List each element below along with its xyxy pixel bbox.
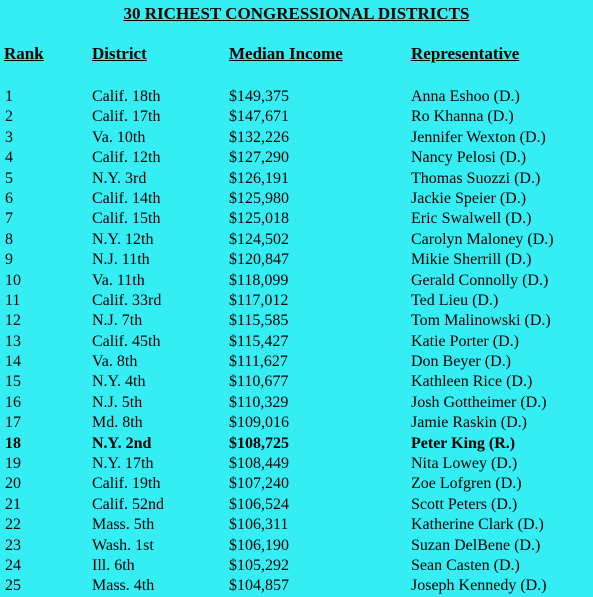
representative-cell: Ted Lieu (D.) bbox=[411, 291, 499, 309]
districts-table bbox=[0, 87, 593, 597]
income-cell: $117,012 bbox=[229, 291, 289, 309]
income-cell: $108,449 bbox=[229, 455, 289, 473]
district-cell: N.Y. 17th bbox=[92, 455, 154, 473]
district-cell: Calif. 19th bbox=[92, 475, 161, 493]
district-cell: Va. 8th bbox=[92, 353, 138, 371]
income-cell: $149,375 bbox=[229, 88, 289, 105]
income-cell: $118,099 bbox=[229, 271, 289, 289]
district-cell: Md. 8th bbox=[92, 414, 143, 432]
income-cell: $127,290 bbox=[229, 149, 289, 167]
representative-cell: Don Beyer (D.) bbox=[411, 353, 511, 371]
district-cell: Va. 10th bbox=[92, 128, 146, 146]
district-cell: N.J. 11th bbox=[92, 251, 150, 269]
rank-cell: 11 bbox=[5, 291, 21, 309]
rank-cell: 19 bbox=[5, 455, 21, 473]
rank-cell: 24 bbox=[5, 556, 21, 574]
income-cell: $106,190 bbox=[229, 536, 289, 554]
table-row bbox=[0, 393, 593, 413]
rank-cell: 22 bbox=[5, 516, 21, 534]
district-cell: N.J. 5th bbox=[92, 393, 143, 411]
income-cell: $147,671 bbox=[229, 108, 289, 126]
header-representative: Representative bbox=[411, 44, 520, 63]
representative-cell: Eric Swalwell (D.) bbox=[411, 210, 532, 228]
representative-cell: Jamie Raskin (D.) bbox=[411, 414, 527, 432]
header-rank: Rank bbox=[4, 44, 44, 63]
district-cell: N.Y. 3rd bbox=[92, 169, 147, 187]
rank-cell: 6 bbox=[5, 189, 13, 207]
rank-cell: 10 bbox=[5, 271, 21, 289]
representative-cell: Jackie Speier (D.) bbox=[411, 189, 527, 207]
table-row bbox=[0, 536, 593, 556]
rank-cell: 17 bbox=[5, 414, 21, 432]
district-cell: Calif. 15th bbox=[92, 210, 161, 228]
representative-cell: Nita Lowey (D.) bbox=[411, 455, 518, 473]
table-row bbox=[0, 230, 593, 250]
table-row bbox=[0, 311, 593, 331]
table-row bbox=[0, 169, 593, 189]
table-row bbox=[0, 271, 593, 291]
table-row bbox=[0, 209, 593, 229]
rank-cell: 5 bbox=[5, 169, 13, 187]
rank-cell: 23 bbox=[5, 536, 21, 554]
representative-cell: Sean Casten (D.) bbox=[411, 556, 520, 574]
representative-cell: Zoe Lofgren (D.) bbox=[411, 475, 522, 493]
table-row bbox=[0, 352, 593, 372]
rank-cell: 16 bbox=[5, 393, 21, 411]
table-row bbox=[0, 87, 593, 107]
income-cell: $104,857 bbox=[229, 577, 289, 595]
representative-cell: Gerald Connolly (D.) bbox=[411, 271, 549, 289]
table-row bbox=[0, 556, 593, 576]
table-row bbox=[0, 148, 593, 168]
income-cell: $126,191 bbox=[229, 169, 289, 187]
table-row bbox=[0, 107, 593, 127]
representative-cell: Scott Peters (D.) bbox=[411, 495, 518, 513]
income-cell: $105,292 bbox=[229, 556, 289, 574]
representative-cell: Katie Porter (D.) bbox=[411, 332, 519, 350]
income-cell: $108,725 bbox=[229, 434, 289, 452]
representative-cell: Thomas Suozzi (D.) bbox=[411, 169, 541, 187]
rank-cell: 7 bbox=[5, 210, 13, 228]
table-row bbox=[0, 515, 593, 535]
income-cell: $115,427 bbox=[229, 332, 289, 350]
rank-cell: 14 bbox=[5, 353, 21, 371]
income-cell: $109,016 bbox=[229, 414, 289, 432]
representative-cell: Mikie Sherrill (D.) bbox=[411, 251, 532, 269]
income-cell: $115,585 bbox=[229, 312, 289, 330]
rank-cell: 1 bbox=[5, 88, 13, 105]
table-row bbox=[0, 434, 593, 454]
income-cell: $120,847 bbox=[229, 251, 289, 269]
rank-cell: 4 bbox=[5, 149, 13, 167]
rank-cell: 3 bbox=[5, 128, 13, 146]
table-row bbox=[0, 454, 593, 474]
district-cell: N.Y. 12th bbox=[92, 230, 154, 248]
representative-cell: Nancy Pelosi (D.) bbox=[411, 149, 527, 167]
rank-cell: 21 bbox=[5, 495, 21, 513]
representative-cell: Anna Eshoo (D.) bbox=[411, 88, 520, 105]
rank-cell: 9 bbox=[5, 251, 13, 269]
income-cell: $110,329 bbox=[229, 393, 289, 411]
rank-cell: 13 bbox=[5, 332, 21, 350]
table-row bbox=[0, 576, 593, 596]
district-cell: Ill. 6th bbox=[92, 556, 135, 574]
district-cell: Mass. 4th bbox=[92, 577, 155, 595]
representative-cell: Jennifer Wexton (D.) bbox=[411, 128, 546, 146]
page-title: 30 RICHEST CONGRESSIONAL DISTRICTS bbox=[123, 4, 470, 23]
rank-cell: 18 bbox=[5, 434, 21, 452]
district-cell: Calif. 45th bbox=[92, 332, 161, 350]
table-row bbox=[0, 128, 593, 148]
district-cell: N.J. 7th bbox=[92, 312, 143, 330]
district-cell: Calif. 18th bbox=[92, 88, 161, 105]
income-cell: $125,018 bbox=[229, 210, 289, 228]
table-row bbox=[0, 413, 593, 433]
income-cell: $132,226 bbox=[229, 128, 289, 146]
income-cell: $106,311 bbox=[229, 516, 289, 534]
district-cell: Mass. 5th bbox=[92, 516, 155, 534]
table-row bbox=[0, 474, 593, 494]
income-cell: $106,524 bbox=[229, 495, 289, 513]
rank-cell: 2 bbox=[5, 108, 13, 126]
table-row bbox=[0, 189, 593, 209]
representative-cell: Josh Gottheimer (D.) bbox=[411, 393, 547, 411]
income-cell: $107,240 bbox=[229, 475, 289, 493]
representative-cell: Katherine Clark (D.) bbox=[411, 516, 544, 534]
income-cell: $111,627 bbox=[229, 353, 288, 371]
header-district: District bbox=[92, 44, 147, 63]
district-cell: Calif. 33rd bbox=[92, 291, 162, 309]
rank-cell: 12 bbox=[5, 312, 21, 330]
table-row bbox=[0, 291, 593, 311]
district-cell: Calif. 14th bbox=[92, 189, 161, 207]
representative-cell: Kathleen Rice (D.) bbox=[411, 373, 533, 391]
representative-cell: Carolyn Maloney (D.) bbox=[411, 230, 554, 248]
header-median-income: Median Income bbox=[229, 44, 343, 63]
district-cell: Wash. 1st bbox=[92, 536, 154, 554]
income-cell: $124,502 bbox=[229, 230, 289, 248]
table-row bbox=[0, 495, 593, 515]
district-cell: Calif. 12th bbox=[92, 149, 161, 167]
table-row bbox=[0, 250, 593, 270]
district-cell: Va. 11th bbox=[92, 271, 145, 289]
representative-cell: Ro Khanna (D.) bbox=[411, 108, 514, 126]
income-cell: $125,980 bbox=[229, 189, 289, 207]
table-row bbox=[0, 332, 593, 352]
representative-cell: Joseph Kennedy (D.) bbox=[411, 577, 547, 595]
rank-cell: 8 bbox=[5, 230, 13, 248]
representative-cell: Tom Malinowski (D.) bbox=[411, 312, 551, 330]
representative-cell: Peter King (R.) bbox=[411, 434, 516, 452]
district-cell: Calif. 17th bbox=[92, 108, 161, 126]
rank-cell: 20 bbox=[5, 475, 21, 493]
rank-cell: 15 bbox=[5, 373, 21, 391]
district-cell: N.Y. 4th bbox=[92, 373, 146, 391]
district-cell: N.Y. 2nd bbox=[92, 434, 152, 452]
district-cell: Calif. 52nd bbox=[92, 495, 164, 513]
table-row bbox=[0, 372, 593, 392]
rank-cell: 25 bbox=[5, 577, 21, 595]
representative-cell: Suzan DelBene (D.) bbox=[411, 536, 541, 554]
income-cell: $110,677 bbox=[229, 373, 289, 391]
